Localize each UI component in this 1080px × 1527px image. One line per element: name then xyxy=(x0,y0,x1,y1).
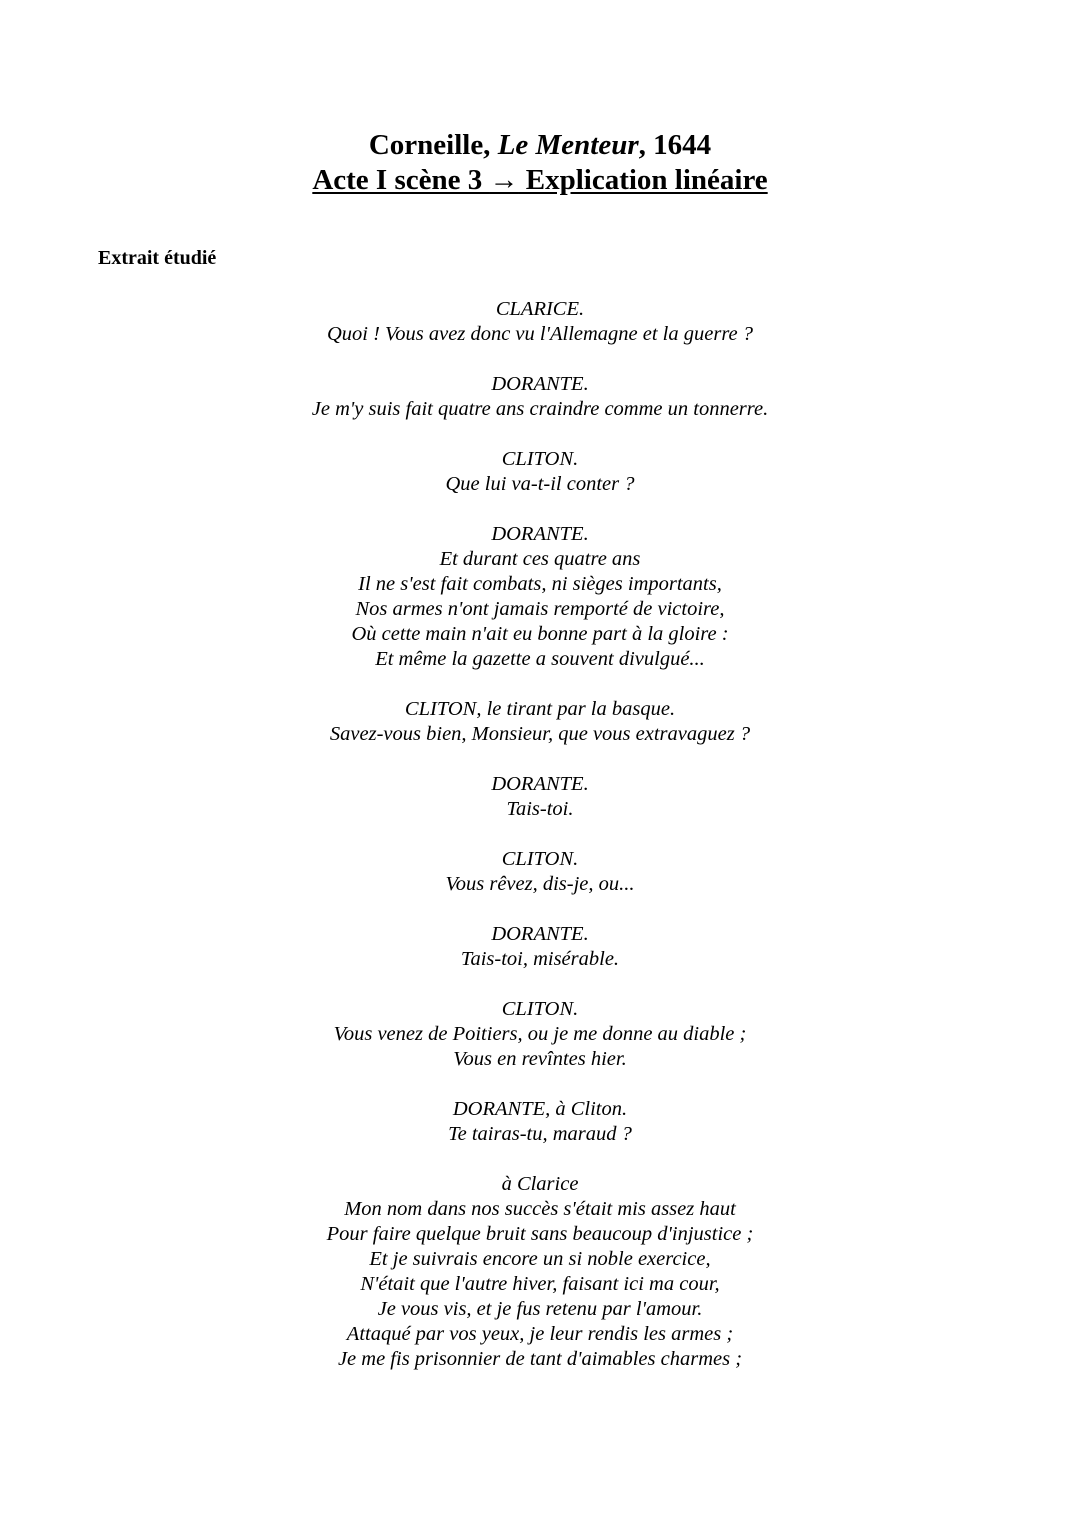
speaker-name: DORANTE. xyxy=(491,923,589,945)
title-line-1: Corneille, Le Menteur, 1644 xyxy=(368,129,712,161)
speaker-name: à Clarice xyxy=(501,1173,579,1195)
speaker-name: CLITON, le tirant par la basque. xyxy=(404,698,676,720)
verse-line: Nos armes n'ont jamais remporté de victoire, xyxy=(355,598,725,620)
verse-line: Que lui va-t-il conter ? xyxy=(445,473,635,495)
speaker-name: CLITON. xyxy=(501,448,579,470)
dialogue-block xyxy=(0,522,1080,672)
speaker-name: DORANTE, à Cliton. xyxy=(452,1098,628,1120)
page-title xyxy=(0,128,1080,198)
verse-line: Te tairas-tu, maraud ? xyxy=(448,1123,632,1145)
verse-line: Où cette main n'ait eu bonne part à la gloire : xyxy=(351,623,729,645)
speaker-name: DORANTE. xyxy=(491,523,589,545)
dialogue-block xyxy=(0,372,1080,422)
verse-line: Quoi ! Vous avez donc vu l'Allemagne et la guerre ? xyxy=(326,323,754,345)
dialogue-block xyxy=(0,1172,1080,1372)
dialogue-block xyxy=(0,297,1080,347)
verse-line: Je me fis prisonnier de tant d'aimables charmes ; xyxy=(337,1348,743,1370)
verse-line: Pour faire quelque bruit sans beaucoup d'injustice ; xyxy=(326,1223,754,1245)
section-label: Extrait étudié xyxy=(98,247,217,269)
verse-line: Vous rêvez, dis-je, ou... xyxy=(445,873,635,895)
verse-line: Je m'y suis fait quatre ans craindre comme un tonnerre. xyxy=(311,398,769,420)
dialogue-block xyxy=(0,697,1080,747)
arrow-icon: → xyxy=(489,164,519,196)
verse-line: Je vous vis, et je fus retenu par l'amour. xyxy=(377,1298,703,1320)
speaker-name: DORANTE. xyxy=(491,773,589,795)
verse-line: N'était que l'autre hiver, faisant ici ma cour, xyxy=(360,1273,720,1295)
verse-line: Et même la gazette a souvent divulgué... xyxy=(375,648,705,670)
verse-line: Savez-vous bien, Monsieur, que vous extravaguez ? xyxy=(329,723,751,745)
verse-line: Vous en revîntes hier. xyxy=(453,1048,627,1070)
dialogue-block xyxy=(0,997,1080,1072)
verse-line: Il ne s'est fait combats, ni sièges importants, xyxy=(358,573,722,595)
verse-line: Attaqué par vos yeux, je leur rendis les armes ; xyxy=(346,1323,734,1345)
dialogue-block xyxy=(0,447,1080,497)
play-excerpt xyxy=(0,297,1080,1397)
verse-line: Vous venez de Poitiers, ou je me donne au diable ; xyxy=(333,1023,747,1045)
speaker-name: DORANTE. xyxy=(491,373,589,395)
dialogue-block xyxy=(0,847,1080,897)
dialogue-block xyxy=(0,1097,1080,1147)
verse-line: Et durant ces quatre ans xyxy=(439,548,641,570)
speaker-name: CLITON. xyxy=(501,848,579,870)
dialogue-block xyxy=(0,772,1080,822)
verse-line: Tais-toi, misérable. xyxy=(460,948,620,970)
verse-line: Tais-toi. xyxy=(506,798,574,820)
dialogue-block xyxy=(0,922,1080,972)
speaker-name: CLARICE. xyxy=(495,298,585,320)
title-line-2: Acte I scène 3 → Explication linéaire xyxy=(312,164,768,196)
speaker-name: CLITON. xyxy=(501,998,579,1020)
work-title: Le Menteur xyxy=(497,129,639,161)
verse-line: Mon nom dans nos succès s'était mis assez haut xyxy=(344,1198,736,1220)
verse-line: Et je suivrais encore un si noble exercice, xyxy=(369,1248,711,1270)
